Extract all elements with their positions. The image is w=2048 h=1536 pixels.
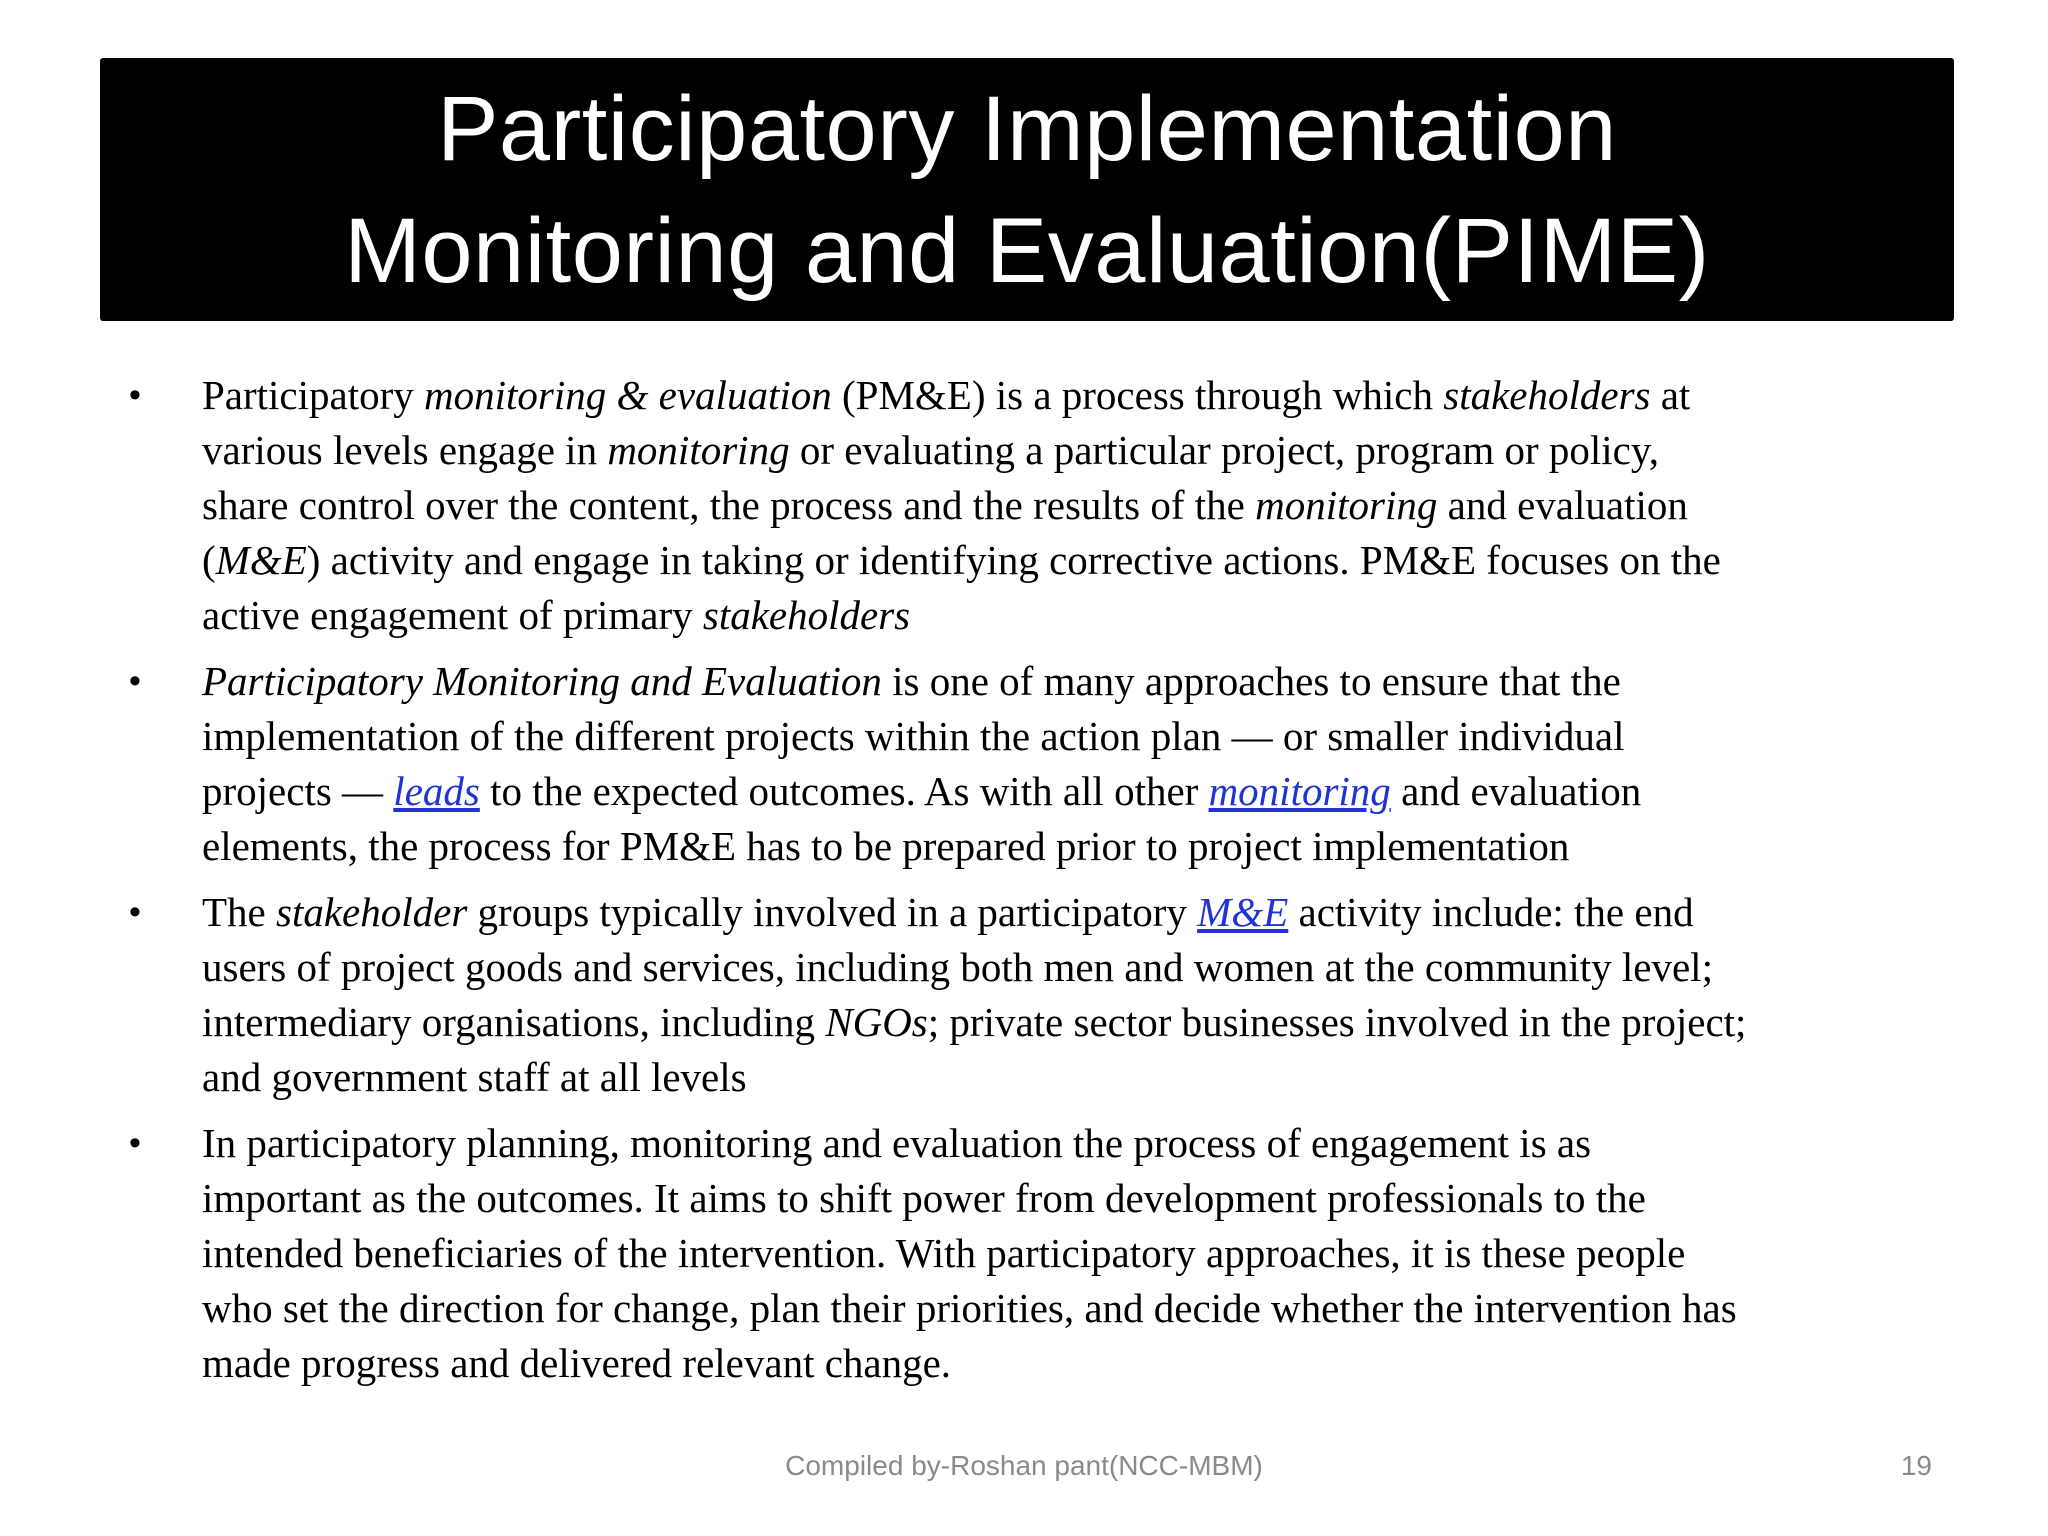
bullet-item	[120, 1116, 1930, 1391]
text-run: or evaluating a particular project, program or policy,	[789, 427, 1659, 473]
italic-term: Participatory Monitoring and Evaluation	[202, 658, 882, 704]
text-run: who set the direction for change, plan their priorities, and decide whether the intervention has	[202, 1285, 1737, 1331]
text-run: elements, the process for PM&E has to be prepared prior to project implementation	[202, 823, 1570, 869]
bullet-text-line	[202, 709, 1930, 764]
italic-term: M&E	[215, 537, 307, 583]
text-run: and government staff at all levels	[202, 1054, 747, 1100]
bullet-text-line	[202, 1171, 1930, 1226]
bullet-text-line	[202, 819, 1930, 874]
bullet-text-line	[202, 1050, 1930, 1105]
bullet-item	[120, 885, 1930, 1105]
slide-page-number: 19	[1900, 1450, 1932, 1481]
bullet-text	[202, 654, 1930, 874]
bullet-text-line	[202, 940, 1930, 995]
text-run: share control over the content, the process and the results of the	[202, 482, 1256, 528]
text-run: important as the outcomes. It aims to shift power from development professionals to the	[202, 1175, 1646, 1221]
italic-term: NGOs	[825, 999, 928, 1045]
bullet-item	[120, 368, 1930, 643]
italic-term: stakeholders	[702, 592, 911, 638]
text-run: projects ―	[202, 768, 394, 814]
text-run: is one of many approaches to ensure that the	[881, 658, 1621, 704]
text-run: ) activity and engage in taking or identifying corrective actions. PM&E focuses on the	[306, 537, 1721, 583]
italic-term: monitoring	[607, 427, 790, 473]
text-run: ; private sector businesses involved in the project;	[927, 999, 1747, 1045]
bullet-text	[202, 368, 1930, 643]
text-run: The	[202, 889, 276, 935]
text-run: activity include: the end	[1288, 889, 1694, 935]
text-run: intermediary organisations, including	[202, 999, 826, 1045]
bullet-marker: •	[129, 376, 141, 414]
bullet-text-line	[202, 1226, 1930, 1281]
bullet-list	[120, 368, 1930, 1402]
italic-term: monitoring & evaluation	[424, 372, 832, 418]
bullet-item	[120, 654, 1930, 874]
bullet-marker: •	[129, 1124, 141, 1162]
text-run: Participatory	[202, 372, 425, 418]
bullet-text-line	[202, 654, 1930, 709]
italic-term: stakeholder	[276, 889, 468, 935]
footer-credit: Compiled by-Roshan pant(NCC-MBM)	[785, 1450, 1263, 1481]
inline-link[interactable]: leads	[393, 768, 480, 814]
bullet-text-line	[202, 588, 1930, 643]
bullet-text-line	[202, 995, 1930, 1050]
bullet-text-line	[202, 423, 1930, 478]
bullet-marker: •	[129, 662, 141, 700]
inline-link[interactable]: M&E	[1197, 889, 1289, 935]
text-run: and evaluation	[1390, 768, 1642, 814]
text-run: and evaluation	[1437, 482, 1688, 528]
text-run: active engagement of primary	[202, 592, 703, 638]
bullet-text-line	[202, 368, 1930, 423]
bullet-text	[202, 885, 1930, 1105]
slide-title-line-1: Participatory Implementation	[437, 77, 1617, 180]
bullet-text-line	[202, 1281, 1930, 1336]
text-run: In participatory planning, monitoring and evaluation the process of engagement is as	[202, 1120, 1592, 1166]
slide-title-banner	[100, 58, 1954, 321]
text-run: (	[202, 537, 216, 583]
bullet-text-line	[202, 533, 1930, 588]
bullet-text-line	[202, 478, 1930, 533]
text-run: users of project goods and services, including both men and women at the community level;	[202, 944, 1713, 990]
bullet-text-line	[202, 885, 1930, 940]
inline-link[interactable]: monitoring	[1208, 768, 1391, 814]
text-run: at	[1650, 372, 1691, 418]
text-run: made progress and delivered relevant change.	[202, 1340, 952, 1386]
text-run: implementation of the different projects within the action plan ― or smaller individual	[202, 713, 1625, 759]
text-run: intended beneficiaries of the intervention. With participatory approaches, it is these people	[202, 1230, 1686, 1276]
bullet-text	[202, 1116, 1930, 1391]
text-run: groups typically involved in a participatory	[467, 889, 1198, 935]
italic-term: stakeholders	[1443, 372, 1651, 418]
bullet-text-line	[202, 1116, 1930, 1171]
text-run: (PM&E) is a process through which	[831, 372, 1444, 418]
italic-term: monitoring	[1255, 482, 1438, 528]
slide-title-line-2: Monitoring and Evaluation(PIME)	[344, 199, 1710, 302]
bullet-marker: •	[129, 893, 141, 931]
text-run: various levels engage in	[202, 427, 608, 473]
text-run: to the expected outcomes. As with all other	[479, 768, 1209, 814]
bullet-text-line	[202, 764, 1930, 819]
bullet-text-line	[202, 1336, 1930, 1391]
